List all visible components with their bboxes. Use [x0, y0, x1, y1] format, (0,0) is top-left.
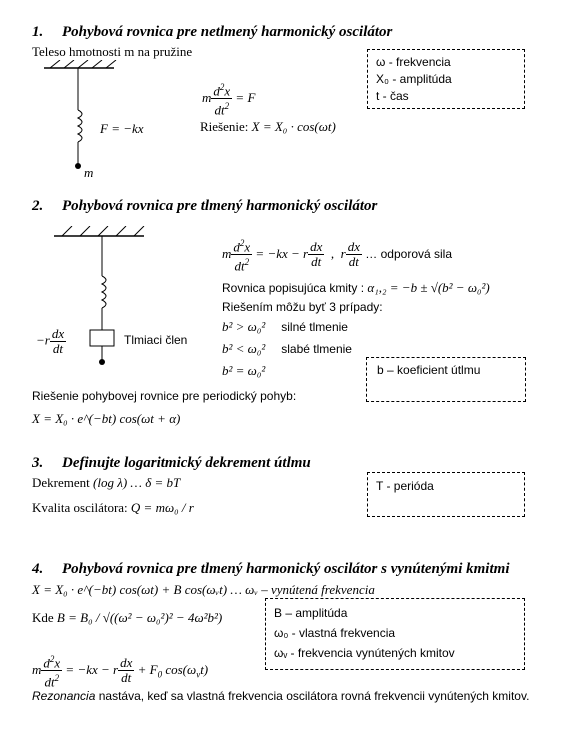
legend-b-amplitude: B – amplitúda [274, 606, 348, 620]
case-critical [222, 362, 265, 380]
section1-legend [367, 49, 525, 109]
char-formula: α₁,₂ = −b ± √(b² − ω₀²) [367, 280, 490, 295]
case-weak-label: slabé tlmenie [281, 342, 352, 356]
case-strong [222, 318, 348, 336]
case-strong-label: silné tlmenie [281, 320, 348, 334]
quality-label: Kvalita oscilátora: [32, 500, 128, 515]
section1-equation: m $\frac{d^2x}{dt^2}$ = F [202, 82, 256, 118]
section4-heading [32, 561, 509, 578]
resonance-term: Rezonancia [32, 689, 96, 703]
section4-legend [265, 598, 525, 670]
solution-formula: X = X₀ · cos(ωt) [251, 119, 336, 134]
legend-natural-frequency: ω₀ - vlastná frekvencia [274, 626, 396, 640]
section4-title: Pohybová rovnica pre tlmený harmonický oscilátor s vynútenými kmitmi [62, 561, 510, 577]
section4-equation: m $\frac{d^2x}{dt^2}$ = −kx − r $\frac{dx}{dt}$ + $F_0$ $\cos(\omega_vt)$ [32, 654, 209, 690]
section1-title: Pohybová rovnica pre netlmený harmonický oscilátor [62, 24, 393, 40]
section4-number: 4. [32, 561, 44, 577]
mass-label: m [84, 165, 94, 180]
section2-legend: b – koeficient útlmu [366, 357, 526, 402]
periodic-solution: X = X₀ · e^(−bt) cos(ωt + α) [32, 411, 181, 426]
section3-title: Definujte logaritmický dekrement útlmu [62, 455, 311, 471]
section2-equation: m $\frac{d^2x}{dt^2}$ = −kx − r $\frac{dx}{dt}$ , r $\frac{dx}{dt}$ … odporová sila [222, 238, 453, 274]
damper-label: Tlmiaci člen [124, 333, 188, 347]
section2-number: 2. [32, 198, 44, 214]
damped-oscillator-diagram [50, 226, 160, 376]
legend-amplitude: X₀ - amplitúda [376, 72, 452, 86]
characteristic-equation [222, 280, 490, 296]
quality-formula: Q = mω₀ / r [130, 500, 194, 515]
legend-forced-frequency: ωᵥ - frekvencia vynútených kmitov [274, 646, 455, 660]
periodic-label: Riešenie pohybovej rovnice pre periodický pohyb: [32, 389, 297, 403]
case-strong-cond: b² > ω₀² [222, 319, 266, 334]
solution-label: Riešenie: [200, 119, 249, 134]
b-label: Kde [32, 610, 54, 625]
b-definition [32, 610, 222, 626]
section2-heading [32, 198, 377, 215]
section3-number: 3. [32, 455, 44, 471]
char-label: Rovnica popisujúca kmity : [222, 281, 365, 295]
section1-solution [200, 119, 336, 135]
cases-intro: Riešením môžu byť 3 prípady: [222, 300, 383, 314]
resonance-note [32, 688, 532, 704]
quality-line [32, 500, 194, 516]
damper-force: −r $\frac{dx}{dt}$ [36, 326, 65, 356]
b-formula: B = B₀ / √((ω² − ω₀²)² − 4ω²b²) [56, 610, 223, 625]
decrement-line [32, 475, 180, 491]
section4-solution: X = X₀ · e^(−bt) cos(ωt) + B cos(ωᵥt) … ωᵥ – vynútená frekvencia [32, 582, 375, 597]
legend-omega: ω - frekvencia [376, 55, 451, 69]
section1-heading [32, 24, 392, 41]
case-critical-cond: b² = ω₀² [222, 363, 266, 378]
section2-title: Pohybová rovnica pre tlmený harmonický oscilátor [62, 198, 378, 214]
case-weak-cond: b² < ω₀² [222, 341, 266, 356]
section3-legend: T - perióda [367, 472, 525, 517]
resonance-text: nastáva, keď sa vlastná frekvencia oscilátora rovná frekvencii vynútených kmitov. [98, 689, 530, 703]
decrement-label: Dekrement [32, 475, 90, 490]
spring-diagram-1 [40, 60, 120, 180]
decrement-formula: (log λ) … δ = bT [93, 475, 181, 490]
section3-heading [32, 455, 311, 472]
force-label: F = −kx [100, 121, 144, 136]
section1-number: 1. [32, 24, 44, 40]
section1-intro: Teleso hmotnosti m na pružine [32, 44, 193, 59]
legend-time: t - čas [376, 89, 409, 103]
case-weak [222, 340, 352, 358]
